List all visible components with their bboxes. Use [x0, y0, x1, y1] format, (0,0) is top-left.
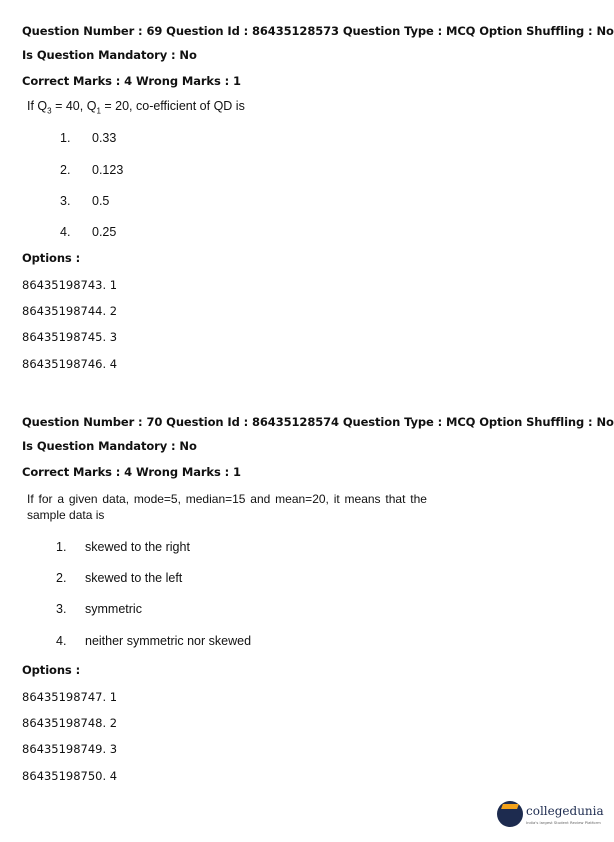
choice-number: 3. [60, 194, 71, 208]
question-marks: Correct Marks : 4 Wrong Marks : 1 [22, 74, 241, 88]
question-marks: Correct Marks : 4 Wrong Marks : 1 [22, 465, 241, 479]
question-mandatory: Is Question Mandatory : No [22, 439, 197, 453]
choice-number: 1. [60, 131, 71, 145]
logo-name: collegedunia [526, 804, 604, 818]
option-id: 86435198745. 3 [22, 330, 118, 344]
choice-value: 0.5 [92, 194, 110, 208]
option-id: 86435198746. 4 [22, 357, 118, 371]
choice-number: 4. [60, 225, 71, 239]
graduation-cap-icon [497, 801, 523, 827]
choice-value: 0.33 [92, 131, 117, 145]
question-header: Question Number : 69 Question Id : 86435128573 Question Type : MCQ Option Shuffling : No [22, 24, 614, 38]
question-header: Question Number : 70 Question Id : 86435128574 Question Type : MCQ Option Shuffling : No [22, 415, 614, 429]
options-label: Options : [22, 251, 81, 265]
collegedunia-logo [497, 800, 604, 832]
option-id: 86435198743. 1 [22, 278, 118, 292]
choice-value: skewed to the left [85, 571, 183, 585]
choice-number: 3. [56, 602, 67, 616]
choice-number: 1. [56, 540, 67, 554]
choice-value: neither symmetric nor skewed [85, 634, 252, 648]
logo-tagline: India's largest Student Review Platform [526, 820, 601, 825]
choice-number: 2. [60, 163, 71, 177]
option-id: 86435198750. 4 [22, 769, 118, 783]
choice-value: skewed to the right [85, 540, 190, 554]
subscript: 1 [96, 106, 101, 116]
choice-value: 0.123 [92, 163, 124, 177]
options-label: Options : [22, 663, 81, 677]
option-id: 86435198747. 1 [22, 690, 118, 704]
choice-number: 2. [56, 571, 67, 585]
question-text: If $Q_3 = 40$, $Q_1 = 20$, co-efficient of QD is [27, 99, 245, 116]
choice-value: symmetric [85, 602, 142, 616]
option-id: 86435198748. 2 [22, 716, 118, 730]
choice-number: 4. [56, 634, 67, 648]
subscript: 3 [47, 106, 52, 116]
question-text: If for a given data, mode=5, median=15 and mean=20, it means that the sample data is [27, 492, 427, 522]
option-id: 86435198744. 2 [22, 304, 118, 318]
question-mandatory: Is Question Mandatory : No [22, 48, 197, 62]
choice-value: 0.25 [92, 225, 117, 239]
option-id: 86435198749. 3 [22, 742, 118, 756]
